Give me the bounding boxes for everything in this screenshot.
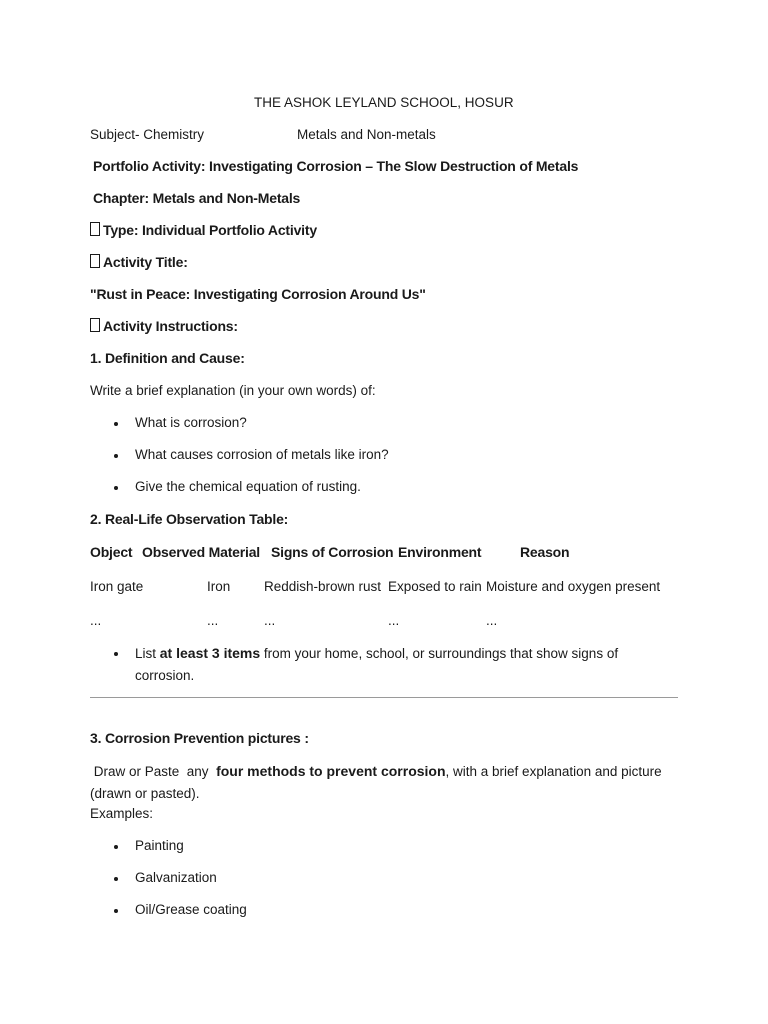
examples-label: Examples:	[90, 806, 154, 821]
bullet-icon	[114, 652, 118, 656]
section3-text-post: , with a brief explanation and picture (drawn or pasted).	[90, 764, 662, 801]
checkbox-glyph-icon	[90, 254, 100, 268]
instructions-label-text: Activity Instructions:	[103, 318, 238, 334]
type-line	[90, 222, 317, 238]
list-item: What is corrosion?	[135, 415, 247, 430]
list-item: Oil/Grease coating	[135, 902, 247, 917]
activity-title-label	[90, 254, 188, 270]
topic-label: Metals and Non-metals	[297, 127, 436, 142]
section3-heading: 3. Corrosion Prevention pictures :	[90, 730, 309, 746]
school-name: THE ASHOK LEYLAND SCHOOL, HOSUR	[254, 95, 514, 110]
table-cell: ...	[264, 613, 276, 628]
section2-heading: 2. Real-Life Observation Table:	[90, 511, 289, 527]
note-pre: List	[135, 646, 160, 661]
table-header: Observed Material	[142, 544, 260, 560]
table-header: Reason	[520, 544, 570, 560]
section3-text	[90, 760, 670, 805]
table-cell: Reddish-brown rust	[264, 579, 382, 594]
list-item: Galvanization	[135, 870, 217, 885]
list-item: Painting	[135, 838, 184, 853]
table-cell: ...	[486, 613, 498, 628]
checkbox-glyph-icon	[90, 318, 100, 332]
horizontal-divider	[90, 697, 678, 698]
subject-label: Subject- Chemistry	[90, 127, 205, 142]
bullet-icon	[114, 422, 118, 426]
activity-title: "Rust in Peace: Investigating Corrosion Around Us"	[90, 286, 426, 302]
section3-text-pre: Draw or Paste any	[90, 764, 217, 779]
bullet-icon	[114, 454, 118, 458]
bullet-icon	[114, 909, 118, 913]
list-item: Give the chemical equation of rusting.	[135, 479, 361, 494]
table-cell: ...	[207, 613, 219, 628]
section1-intro: Write a brief explanation (in your own words) of:	[90, 383, 376, 398]
instructions-label	[90, 318, 238, 334]
table-cell: Iron gate	[90, 579, 144, 594]
chapter-line: Chapter: Metals and Non-Metals	[93, 190, 301, 206]
table-cell: Exposed to rain	[388, 579, 482, 594]
bullet-icon	[114, 877, 118, 881]
table-cell: Moisture and oxygen present	[486, 579, 661, 594]
activity-title-label-text: Activity Title:	[103, 254, 188, 270]
table-cell: Iron	[207, 579, 231, 594]
section1-heading: 1. Definition and Cause:	[90, 350, 245, 366]
section3-text-bold: four methods to prevent corrosion	[216, 763, 446, 779]
bullet-icon	[114, 845, 118, 849]
bullet-icon	[114, 486, 118, 490]
table-header: Environment	[398, 544, 482, 560]
list-item: What causes corrosion of metals like iron?	[135, 447, 389, 462]
table-cell: ...	[90, 613, 102, 628]
table-header: Object	[90, 544, 133, 560]
table-header: Signs of Corrosion	[271, 544, 394, 560]
portfolio-title: Portfolio Activity: Investigating Corrosion – The Slow Destruction of Metals	[93, 158, 579, 174]
checkbox-glyph-icon	[90, 222, 100, 236]
section2-note	[135, 642, 675, 687]
note-post: from your home, school, or surroundings that show signs of corrosion.	[135, 646, 619, 683]
type-text: Type: Individual Portfolio Activity	[103, 222, 317, 238]
note-bold: at least 3 items	[159, 645, 261, 661]
table-cell: ...	[388, 613, 400, 628]
